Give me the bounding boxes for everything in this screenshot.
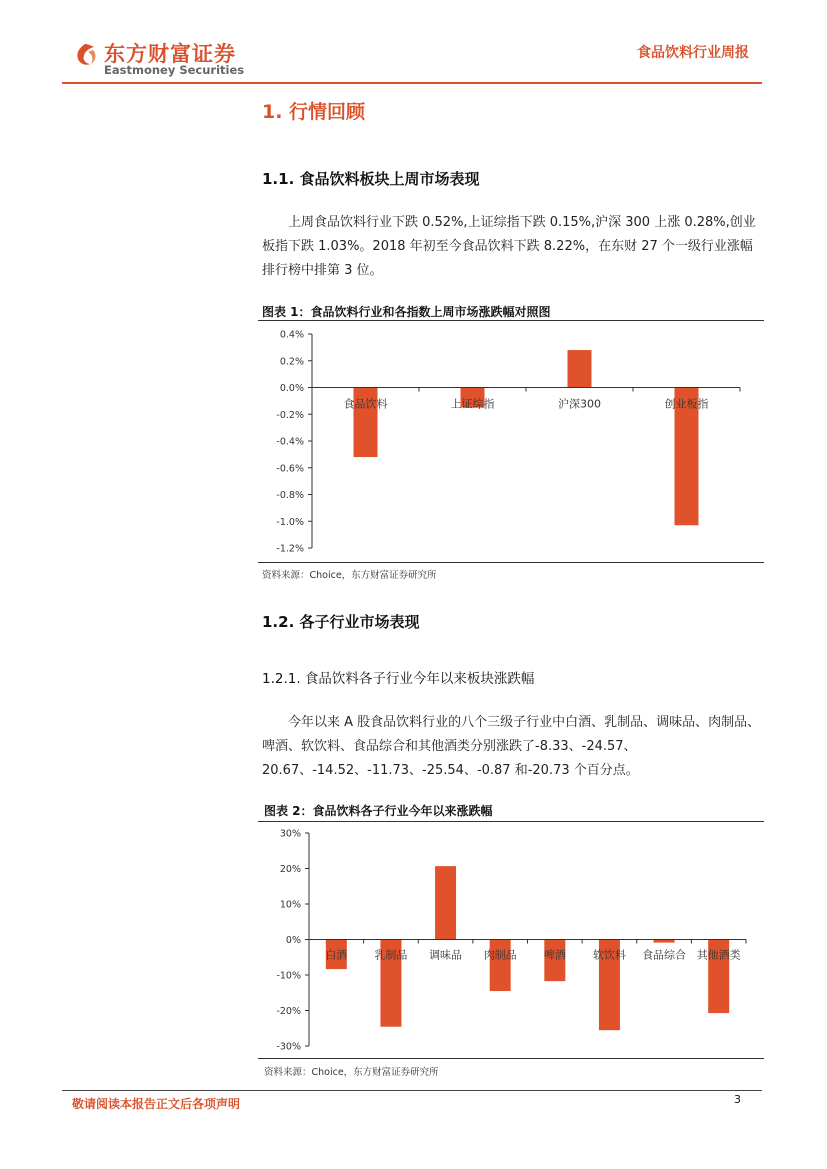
category-label: 白酒 <box>325 948 348 962</box>
y-tick-label: 0.0% <box>279 383 304 394</box>
paragraph-text: 今年以来 A 股食品饮料行业的八个三级子行业中白酒、乳制品、调味品、肉制品、啤酒、软饮料、食品综合和其他酒类分别涨跌了-8.33、-24.57、20.67、-14.52、-11.73、-25.54、-0.87 和-20.73 个百分点。 <box>262 715 761 778</box>
figure-source: 资料来源：Choice，东方财富证券研究所 <box>262 570 437 581</box>
y-tick-label: -0.6% <box>276 463 304 475</box>
y-tick-label: 0.4% <box>279 329 304 341</box>
category-label: 肉制品 <box>483 948 517 962</box>
figure-top-rule <box>258 320 764 321</box>
figure-bottom-rule <box>258 562 764 563</box>
y-tick-label: 0% <box>285 935 301 946</box>
paragraph-text: 上周食品饮料行业下跌 0.52%,上证综指下跌 0.15%,沪深 300 上涨 0.28%,创业板指下跌 1.03%。2018 年初至今食品饮料下跌 8.22%，在东财 27 个一级行业涨幅排行榜中排第 3 位。 <box>262 215 756 278</box>
brand-name-cn: 东方财富证券 <box>104 42 236 66</box>
subsection-title: 1.1. 食品饮料板块上周市场表现 <box>262 170 480 188</box>
bar-chart <box>258 324 764 562</box>
bar-chart <box>258 825 764 1058</box>
brand-name-en: Eastmoney Securities <box>104 63 245 77</box>
category-label: 上证综指 <box>450 397 495 411</box>
header-divider <box>62 82 762 84</box>
paragraph <box>262 711 762 783</box>
y-tick-label: -1.2% <box>276 543 304 555</box>
y-tick-label: 10% <box>279 899 301 911</box>
category-label: 创业板指 <box>664 397 709 411</box>
report-type: 食品饮料行业周报 <box>637 45 749 61</box>
y-tick-label: 30% <box>279 828 301 840</box>
bar <box>435 866 456 939</box>
y-tick-label: 20% <box>279 864 301 875</box>
y-tick-label: -20% <box>276 1006 301 1017</box>
y-tick-label: -0.4% <box>276 436 304 448</box>
subsection-title: 1.2. 各子行业市场表现 <box>262 613 420 631</box>
category-label: 软饮料 <box>592 948 626 962</box>
disclaimer: 敬请阅读本报告正文后各项声明 <box>72 1097 241 1111</box>
category-label: 食品综合 <box>642 948 687 962</box>
category-label: 啤酒 <box>543 948 566 962</box>
y-tick-label: -10% <box>276 970 301 982</box>
figure-top-rule <box>258 821 764 822</box>
y-tick-label: -30% <box>276 1041 301 1053</box>
bar <box>490 940 511 992</box>
category-label: 调味品 <box>429 948 463 962</box>
figure-title: 图表 1：食品饮料行业和各指数上周市场涨跌幅对照图 <box>262 305 551 319</box>
figure-bottom-rule <box>258 1058 764 1059</box>
category-label: 乳制品 <box>374 948 408 962</box>
figure-title: 图表 2：食品饮料各子行业今年以来涨跌幅 <box>264 804 493 818</box>
paragraph <box>262 211 762 283</box>
category-label: 其他酒类 <box>696 948 741 962</box>
category-label: 沪深300 <box>558 397 601 411</box>
y-tick-label: -0.8% <box>276 490 304 501</box>
bar <box>568 350 592 387</box>
y-tick-label: -0.2% <box>276 409 304 421</box>
figure-source: 资料来源：Choice，东方财富证券研究所 <box>264 1067 439 1078</box>
y-tick-label: 0.2% <box>279 356 304 368</box>
section-title: 1. 行情回顾 <box>262 101 366 123</box>
subsubsection-title: 1.2.1. 食品饮料各子行业今年以来板块涨跌幅 <box>262 671 535 687</box>
page-number: 3 <box>734 1093 741 1106</box>
category-label: 食品饮料 <box>343 397 388 411</box>
logo-icon <box>72 42 98 68</box>
y-tick-label: -1.0% <box>276 516 304 528</box>
footer-divider <box>62 1090 762 1091</box>
